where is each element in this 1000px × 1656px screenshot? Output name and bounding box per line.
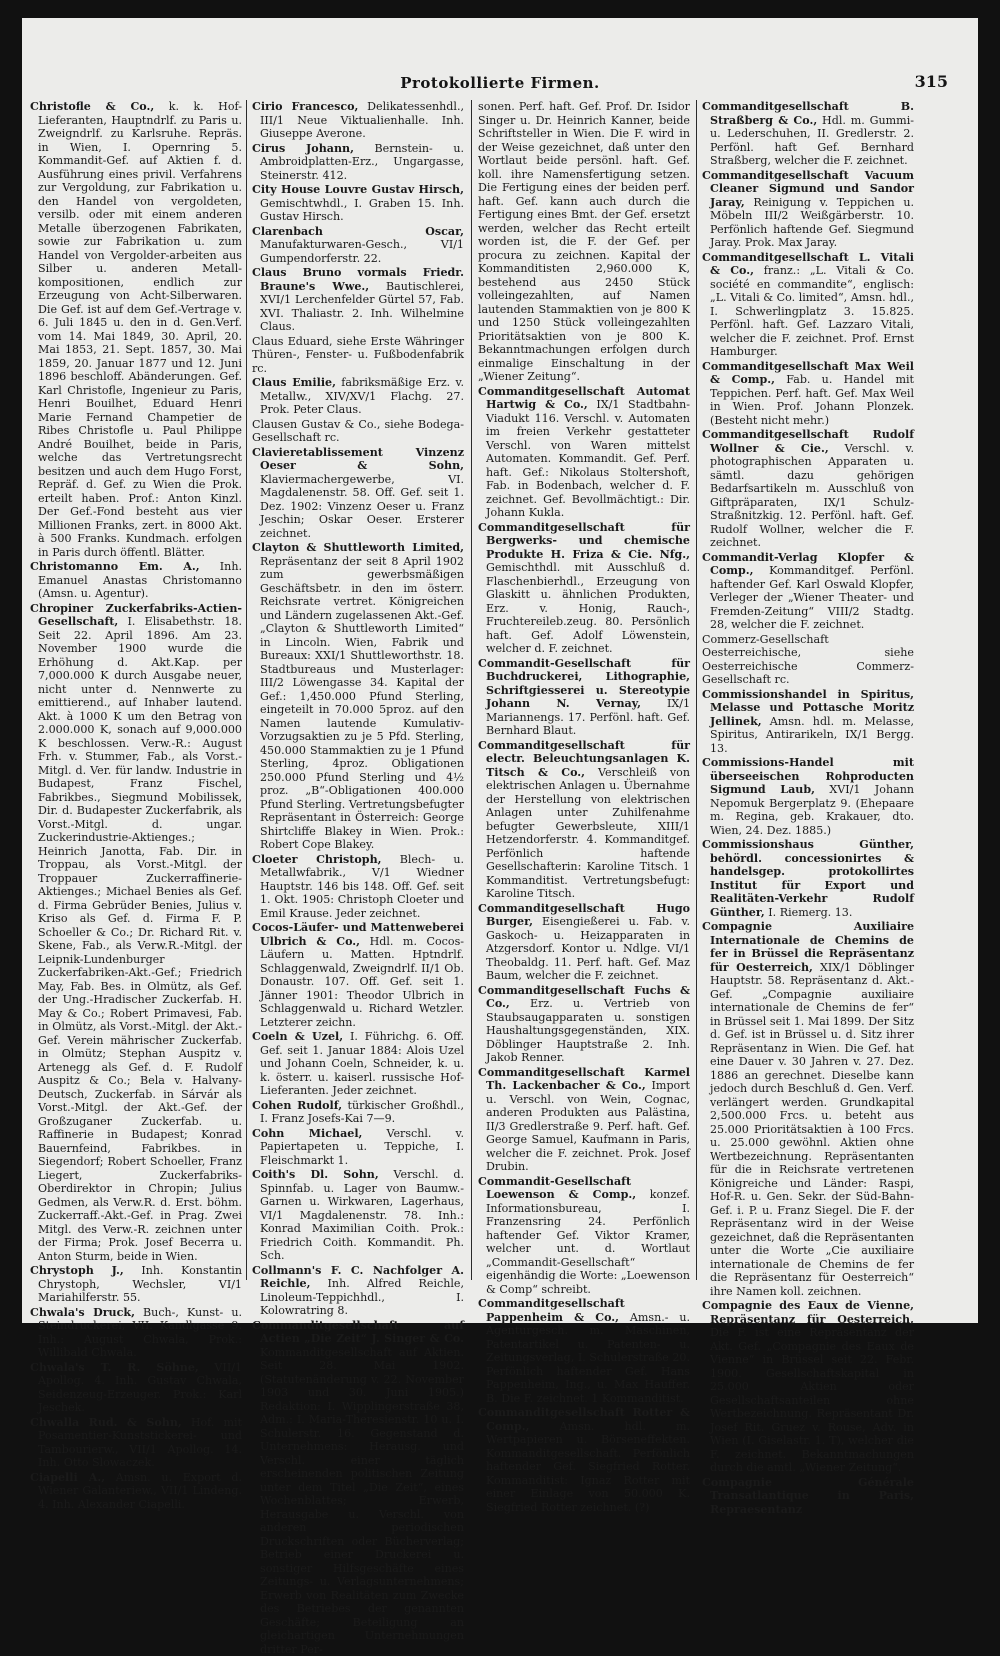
directory-entry bbox=[30, 100, 242, 559]
firm-name: Commanditgesellschaft Hugo Burger, bbox=[478, 902, 690, 929]
directory-entry bbox=[30, 1306, 242, 1360]
entry-text: Buch-, Kunst- u. Steindruckerei, VII. Kandlgasse 9. Inh.: August Chwala, Prok.: Willibald Chwala. bbox=[38, 1306, 242, 1360]
entry-text: Hdl. m. Gummi- u. Lederschuhen, II. Gredlerstr. 2. Perfönl. haft Gef. Bernhard Straßberg, welcher die F. zeichnet. bbox=[710, 114, 914, 168]
directory-entry bbox=[702, 360, 914, 428]
firm-name: Claus Bruno vormals Friedr. Braune's Wwe., bbox=[252, 266, 464, 293]
entry-text: Clausen Gustav & Co., siehe Bodega-Gesellschaft rc. bbox=[252, 418, 464, 445]
directory-entry bbox=[252, 921, 464, 1029]
entry-text: franz.: „L. Vitali & Co. société en commandite“, englisch: „L. Vitali & Co. limited“, Amsn. hdl., I. Schwerlingplatz 3. 15.825. Perfönl. haft. Gef. Lazzaro Vitali, welcher die F. zeichnet. Prof. Ernst Hamburger. bbox=[710, 264, 914, 358]
entry-text: k. k. Hof-Lieferanten, Hauptndrlf. zu Paris u. Zweigndrlf. zu Karlsruhe. Repräs. in Wien, I. Opernring 5. Kommandit-Gef. auf Aktien f. d. Ausführung eines privil. Verfahrens zur Vergoldung, zur Fabrikation u. den Handel von vergoldeten, versilb. oder mit einem anderen Metalle überzogenen Fabrikaten, sowie zur Fabrikation u. zum Handel von Vergolder-arbeiten aus Silber u. anderen Metall-kompositionen, endlich zur Erzeugung von Acht-Silberwaren. Die Gef. ist auf dem Gef.-Vertrage v. 6. Juli 1845 u. den in d. Gen.Verf. vom 14. Mai 1849, 30. April, 20. Mai 1853, 21. Sept. 1857, 30. Mai 1859, 20. Januar 1877 und 12. Juni 1896 beschloff. Abänderungen. Gef. Karl Christofle, Ingenieur zu Paris, Henri Bouilhet, Eduard Henri Marie Fernand Champetier de Ribes Christofle u. Paul Philippe André Bouilhet, beide in Paris, welche das Vertretungsrecht besitzen und auch dem Hugo Forst, Repräf. d. Gef. zu Wien die Prok. erteilt haben. Prof.: Anton Kinzl. Der Gef.-Fond besteht aus vier Millionen Franks, zert. in 8000 Akt. à 500 Franks. Kundmach. erfolgen in Paris durch öffentl. Blätter. bbox=[38, 100, 242, 559]
entry-text: türkischer Großhdl., I. Franz Josefs-Kai 7—9. bbox=[260, 1099, 464, 1126]
entry-text: Delikatessenhdl., III/1 Neue Viktualienhalle. Inh. Giuseppe Averone. bbox=[260, 100, 464, 140]
entry-text: Bautischlerei, XVI/1 Lerchenfelder Gürtel 57, Fab. XVI. Thaliastr. 2. Inh. Wilhelmine Claus. bbox=[260, 280, 464, 334]
column-2 bbox=[252, 100, 464, 1280]
directory-entry bbox=[252, 225, 464, 266]
entry-text: Verschl. v. photographischen Apparaten u. sämtl. dazu gehörigen Bedarfsartikeln m. Ausschluß von Giftpräparaten, IX/1 Schulz-Straßnitzkig. 12. Perfönl. haft. Gef. Rudolf Wollner, welcher die F. zeichnet. bbox=[710, 442, 914, 550]
entry-text: Claus Eduard, siehe Erste Währinger Thüren-, Fenster- u. Fußbodenfabrik rc. bbox=[252, 335, 464, 375]
firm-name: Commanditgesellschaft L. Vitali & Co., bbox=[702, 251, 914, 278]
firm-name: Christofle & Co., bbox=[30, 100, 154, 113]
entry-text: Amsn. hdl. m. Wertpapieren u. Börseneffekten. Kommanditgesellschaft. Perfönlich haftender Gef. Siegfried Rotter. Kommanditist: Ignaz Rotter mit einer Einlage von 50.000 K. Siegfried Rotter zeichnet. (?) bbox=[486, 1420, 690, 1514]
entry-text: IX/1 Mariannengs. 17. Perfönl. haft. Gef. Bernhard Blaut. bbox=[486, 697, 690, 737]
firm-name: Chropiner Zuckerfabriks-Actien-Gesellschaft, bbox=[30, 602, 242, 629]
directory-entry bbox=[702, 756, 914, 837]
directory-entry bbox=[252, 1127, 464, 1168]
column-4 bbox=[702, 100, 914, 1280]
firm-name: Cocos-Läufer- und Mattenweberei Ulbrich & Co., bbox=[252, 921, 464, 948]
entry-text: Inh. Emanuel Anastas Christomanno (Amsn. u. Agentur). bbox=[38, 560, 242, 600]
entry-text: Kommanditgef. Perfönl. haftender Gef. Karl Oswald Klopfer, Verleger der „Wiener Theater- und Fremden-Zeitung“ VIII/2 Stadtg. 28, welcher die F. zeichnet. bbox=[710, 564, 914, 631]
firm-name: Commissions-Handel mit überseeischen Rohproducten Sigmund Laub, bbox=[702, 756, 914, 796]
directory-entry bbox=[252, 1264, 464, 1318]
directory-entry bbox=[252, 1168, 464, 1263]
entry-text: Hof. mit Posamentier-Kunststickerei- und Tambourierw., VII/1 Apollog. 14. Inh. Otto Slowaczek. bbox=[38, 1416, 242, 1470]
entry-text: Amsn. u. Export d. Wiener Galanteriew., VII/1 Lindeng. 4. Inh. Alexander Ciapelli. bbox=[38, 1471, 242, 1511]
directory-entry bbox=[30, 1361, 242, 1415]
directory-entry bbox=[252, 1030, 464, 1098]
directory-entry bbox=[30, 1264, 242, 1305]
entry-text: Die F. ist eine Repräsentanz der Akt. Gef. „Compagnie des Eaux de Vienne“ in Brüssel seit 22. Febr. 1900. Gesellschaftskapital in 25.000 Aktien oder Gesellschaftsanteilen ohne Wertbezeichnung. Repräsentant Dr. Josef Rit. Gruez v. Rouse, Adv. in Wien (I. Giselastr. 1. T), welcher die F. zeichnet. Bekanntmachungen durch die amtl. „Wiener Zeitung“. bbox=[710, 1326, 914, 1474]
entry-text: XIX/1 Döblinger Hauptstr. 58. Repräsentanz d. Akt.-Gef. „Compagnie auxiliaire internationale de Chemins de fer“ in Brüssel seit 1. Mai 1899. Der Sitz d. Gef. ist in Brüssel u. d. Sitz ihrer Repräsentanz in Wien. Die Gef. hat eine Dauer v. 30 Jahren v. 27. Dez. 1886 an gerechnet. Dieselbe kann jedoch durch Beschluß d. Gen. Verf. verlängert werden. Grundkapital 2,500.000 Frcs. u. beteht aus 25.000 Prioritätsaktien à 100 Frcs. u. 25.000 gewöhnl. Aktien ohne Wertbezeichnung. Repräsentanten für die in Reichsrate vertretenen Königreiche und Länder: Raspi, Hof-R. u. Gen. Sekr. der Süd-Bahn-Gef. i. P. u. Franz Siegel. Die F. der Repräsentanz wird in der Weise gezeichnet, daß die Repräsentanten unter die Worte „Cie auxiliaire internationale de Chemins de fer die Repräsentanz für Oesterreich“ ihre Namen koll. zeichnen. bbox=[710, 961, 914, 1298]
directory-columns bbox=[30, 100, 926, 1280]
directory-entry bbox=[252, 335, 464, 376]
entry-text: IX/1 Stadtbahn-Viadukt 116. Verschl. v. Automaten im freien Verkehr gestatteter Verschl. von Waren mittelst Automaten. Kommandit. Gef. Perf. haft. Gef.: Nikolaus Stoltershoft, Fab. in Bodenbach, welcher d. F. zeichnet. Gef. Bevollmächtigt.: Dir. Johann Kukla. bbox=[486, 398, 690, 519]
firm-name: City House Louvre Gustav Hirsch, bbox=[252, 183, 464, 196]
firm-name: Cohen Rudolf, bbox=[252, 1099, 342, 1112]
directory-entry bbox=[30, 1416, 242, 1470]
firm-name: Chwalla Rud. & Sohn, bbox=[30, 1416, 182, 1429]
firm-name: Commanditgesellschaft Rotter & Comp., bbox=[478, 1406, 690, 1433]
column-rule bbox=[696, 100, 697, 1280]
directory-entry bbox=[30, 560, 242, 601]
directory-entry bbox=[252, 100, 464, 141]
firm-name: Commanditgesellschaft Max Weil & Comp., bbox=[702, 360, 914, 387]
directory-entry bbox=[702, 633, 914, 687]
entry-text: Erz. u. Vertrieb von Staubsaugapparaten u. sonstigen Haushaltungsgegenständen, XIX. Döblinger Hauptstraße 2. Inh. Jakob Renner. bbox=[486, 997, 690, 1064]
firm-name: Cirus Johann, bbox=[252, 142, 354, 155]
firm-name: Compagnie des Eaux de Vienne, Repräsentanz für Oesterreich, bbox=[702, 1299, 914, 1326]
entry-text: fabriksmäßige Erz. v. Metallw., XIV/XV/1 Flachg. 27. Prok. Peter Claus. bbox=[260, 376, 464, 416]
firm-name: Commanditgesellschaft Vacuum Cleaner Sigmund und Sandor Jaray, bbox=[702, 169, 914, 209]
directory-entry bbox=[30, 1471, 242, 1512]
directory-entry bbox=[702, 1476, 914, 1517]
directory-page bbox=[22, 18, 978, 1323]
entry-text: VII/1 Apollog. 4. Inh. Gustav Chwala, Seidenzeug-Erzeuger. Prok.: Karl Jeschek. bbox=[38, 1361, 242, 1415]
directory-entry bbox=[478, 385, 690, 520]
firm-name: Commandit-Gesellschaft für Buchdruckerei, Lithographie, Schriftgiesserei u. Stereotypie Johann N. Vernay, bbox=[478, 657, 690, 711]
firm-name: Commanditgesellschaft Automat Hartwig & Co., bbox=[478, 385, 690, 412]
firm-name: Commandit-Gesellschaft Loewenson & Comp., bbox=[478, 1175, 636, 1202]
directory-entry bbox=[30, 602, 242, 1264]
firm-name: Compagnie Générale Transatlantique in Paris, Repraesentanz bbox=[702, 1476, 914, 1516]
entry-text: konzef. Informationsbureau, I. Franzensring 24. Perfönlich haftender Gef. Viktor Kramer, welcher unt. d. Wortlaut „Commandit-Gesellschaft“ eigenhändig die Worte: „Loewenson & Comp“ schreibt. bbox=[486, 1188, 690, 1296]
firm-name: Commanditgesellschaft auf Actien „Die Zeit“ J. Singer & Co. bbox=[252, 1319, 464, 1346]
directory-entry bbox=[252, 1099, 464, 1126]
firm-name: Compagnie Auxiliaire Internationale de Chemins de fer in Brüssel die Repräsentanz für Oesterreich, bbox=[702, 920, 914, 974]
directory-entry bbox=[478, 739, 690, 901]
directory-entry bbox=[252, 376, 464, 417]
directory-entry bbox=[702, 838, 914, 919]
directory-entry bbox=[702, 251, 914, 359]
firm-name: Commanditgesellschaft Pappenheim & Co., bbox=[478, 1297, 625, 1324]
firm-name: Collmann's F. C. Nachfolger A. Reichle, bbox=[252, 1264, 464, 1291]
firm-name: Christomanno Em. A., bbox=[30, 560, 200, 573]
firm-name: Clavieretablissement Vinzenz Oeser & Sohn, bbox=[252, 446, 464, 473]
directory-entry bbox=[478, 984, 690, 1065]
column-rule bbox=[246, 100, 247, 1280]
entry-text: Verschl. v. Papiertapeten u. Teppiche, I. Fleischmarkt 1. bbox=[260, 1127, 464, 1167]
column-1 bbox=[30, 100, 242, 1280]
directory-entry bbox=[702, 551, 914, 632]
column-rule bbox=[471, 100, 472, 1280]
entry-text: Reinigung v. Teppichen u. Möbeln III/2 Weißgärberstr. 10. Perfönlich haftende Gef. Siegmund Jaray. Prok. Max Jaray. bbox=[710, 196, 914, 250]
entry-text: Verschl. d. Spinnfab. u. Lager von Baumw.-Garnen u. Wirkwaren, Lagerhaus, VI/1 Magdalenenstr. 78. Inh.: Konrad Maximilian Coith. Prok.: Friedrich Coith. Kommandit. Ph. Sch. bbox=[260, 1168, 464, 1262]
directory-entry bbox=[702, 920, 914, 1298]
firm-name: Coith's Dl. Sohn, bbox=[252, 1168, 379, 1181]
entry-text: Amsn.- u. Agenturgesch. m. Maschinen, Patentartikel u. Patenten- u. Zeitungsverlag, I. Schulerstraße 20. Perfönlich haftender Gef. Hans Pappenheim, Ing., u. Max Hauffer. B. Die F. zeichnet. 1 Kommanditist. bbox=[486, 1311, 690, 1405]
entry-text: Verschleiß von elektrischen Anlagen u. Übernahme der Herstellung von elektrischen Anlagen unter Zuhilfenahme befugter Gewerbsleute, XIII/1 Hetzendorferstr. 4. Kommanditgef. Perfönlich haftende Gesellschafterin: Karoline Titsch. 1 Kommanditist. Vertretungsbefugt: Karoline Titsch. bbox=[486, 766, 690, 901]
firm-name: Commanditgesellschaft B. Straßberg & Co., bbox=[702, 100, 914, 127]
firm-name: Clarenbach Oscar, bbox=[252, 225, 464, 238]
entry-text: Commerz-Gesellschaft Oesterreichische, siehe Oesterreichische Commerz-Gesellschaft rc. bbox=[702, 633, 914, 687]
firm-name: Commissionshandel in Spiritus, Melasse und Pottasche Moritz Jellinek, bbox=[702, 688, 914, 728]
directory-entry bbox=[252, 142, 464, 183]
column-3 bbox=[478, 100, 690, 1280]
entry-text: Kommanditgesellschaft auf Aktien. Seit 28. Mai 1902. (Statutenänderung v. 22. November 1903 und 30. Juni 1905.) Redaktion: I. Wipplingerstraße 38, Adm.: I. Maria-Theresienstr. 10 u. I. Schulerstr. 16. Gegenstand d. Unternehmens: Herausg. und Verschl. einer täglich erscheinenden politischen Zeitung unter dem Titel „Die Zeit“, eines Wochenblattes; Erwerb, Herausgabe u. Verschl. von anderen periodischen Druckschriften oder Bücherverlag; Betrieb einer Druckerei u. sonstiger Hilfsgeschäfte eines Zeitungs- u. Verlagsunternehmens; Erwerb von Realitäten zum Zwecke des Betriebes der genannten Geschäfte; Beteiligung an gleichartigen Unternehmungen dritter Per- bbox=[260, 1346, 464, 1656]
directory-entry bbox=[478, 100, 690, 384]
entry-text: Hdl. m. Cocos-Läufern u. Matten. Hptndrlf. Schlaggenwald, Zweigndrlf. II/1 Ob. Donaustr. 107. Off. Gef. seit 1. Jänner 1901: Theodor Ulbrich in Schlaggenwald u. Richard Wetzler. Letzterer zeichn. bbox=[260, 935, 464, 1029]
firm-name: Chwala's Druck, bbox=[30, 1306, 135, 1319]
directory-entry bbox=[252, 853, 464, 921]
firm-name: Commanditgesellschaft Rudolf Wollner & Cie., bbox=[702, 428, 914, 455]
directory-entry bbox=[702, 1299, 914, 1475]
firm-name: Chrystoph J., bbox=[30, 1264, 124, 1277]
directory-entry bbox=[478, 1297, 690, 1405]
entry-text: Gemischtwhdl., I. Graben 15. Inh. Gustav Hirsch. bbox=[260, 197, 464, 224]
directory-entry bbox=[478, 902, 690, 983]
directory-entry bbox=[252, 446, 464, 541]
entry-text: Amsn. hdl. m. Melasse, Spiritus, Antirarikeln, IX/1 Bergg. 13. bbox=[710, 715, 914, 755]
firm-name: Commissionshaus Günther, behördl. concessionirtes & handelsgер. protokollirtes Institut für Export und Realitäten-Verkehr Rudolf Günther, bbox=[702, 838, 914, 919]
directory-entry bbox=[702, 100, 914, 168]
entry-text: I. Riemerg. 13. bbox=[768, 906, 852, 919]
page-title: Protokollierte Firmen. bbox=[22, 74, 978, 92]
entry-text: Manufakturwaren-Gesch., VI/1 Gumpendorferstr. 22. bbox=[260, 238, 464, 265]
directory-entry bbox=[478, 521, 690, 656]
entry-text: Inh. Konstantin Chrystoph, Wechsler, VI/1 Mariahilferstr. 55. bbox=[38, 1264, 242, 1304]
entry-text: Blech- u. Metallwfabrik., V/1 Wiedner Hauptstr. 146 bis 148. Off. Gef. seit 1. Okt. 1905: Christoph Cloeter und Emil Krause. Jeder zeichnet. bbox=[260, 853, 464, 920]
firm-name: Commandit-Verlag Klopfer & Comp., bbox=[702, 551, 914, 578]
firm-name: Cirio Francesco, bbox=[252, 100, 358, 113]
directory-entry bbox=[252, 418, 464, 445]
firm-name: Clayton & Shuttleworth Limited, bbox=[252, 541, 464, 554]
firm-name: Cloeter Christoph, bbox=[252, 853, 382, 866]
entry-text: Repräsentanz der seit 8 April 1902 zum gewerbsmäßigen Geschäftsbetr. in den im österr. Reichsrate vertret. Königreichen und Ländern zugelassenen Akt.-Gef. „Clayton & Shuttleworth Limited“ in Lincoln. Wien, Fabrik und Bureaux: XXI/1 Shuttleworthstr. 18. Stadtbureaus und Musterlager: III/2 Löwengasse 34. Kapital der Gef.: 1,450.000 Pfund Sterling, eingeteilt in 70.000 5proz. auf den Namen lautende Kumulativ-Vorzugsaktien zu je 5 Pfd. Sterling, 450.000 Stammaktien zu je 1 Pfund Sterling, 4proz. Obligationen 250.000 Pfund Sterling und 4½ proz. „B“-Obligationen 400.000 Pfund Sterling. Vertretungsbefugter Repräsentant in Österreich: George Shirtcliffe Blakey in Wien. Prok.: Robert Cope Blakey. bbox=[260, 555, 464, 852]
directory-entry bbox=[702, 688, 914, 756]
entry-text: I. Führichg. 6. Off. Gef. seit 1. Januar 1884: Alois Uzel und Johann Coeln, Schneider, k. u. k. österr. u. kaiserl. russische Hof-Lieferanten. Jeder zeichnet. bbox=[260, 1030, 464, 1097]
directory-entry bbox=[252, 1319, 464, 1656]
directory-entry bbox=[478, 1175, 690, 1297]
entry-text: Fab. u. Handel mit Teppichen. Perf. haft. Gef. Max Weil in Wien. Prof. Johann Plonzek. (Besteht nicht mehr.) bbox=[710, 373, 914, 427]
firm-name: Commanditgesellschaft für Bergwerks- und chemische Produkte H. Friza & Cie. Nfg., bbox=[478, 521, 690, 561]
firm-name: Commanditgesellschaft Karmel Th. Lackenbacher & Co., bbox=[478, 1066, 690, 1093]
entry-text: Import u. Verschl. von Wein, Cognac, anderen Produkten aus Palästina, II/3 Gredlerstraße 9. Perf. haft. Gef. George Samuel, Kaufmann in Paris, welcher die F. zeichnet. Prok. Josef Drubin. bbox=[486, 1079, 690, 1173]
entry-text: sonen. Perf. haft. Gef. Prof. Dr. Isidor Singer u. Dr. Heinrich Kanner, beide Schriftsteller in Wien. Die F. wird in der Weise gezeichnet, daß unter den Wortlaut beide persönl. haft. Gef. koll. ihre Namensfertigung setzen. Die Fertigung eines der beiden perf. haft. Gef. kann auch durch die Fertigung eines Bmt. der Gef. ersetzt werden, welcher das Recht erteilt worden ist, die F. der Gef. per procura zu zeichnen. Kapital der Kommanditisten 2,960.000 K, bestehend aus 2450 Stück volleingezahlten, auf Namen lautenden Stammaktien von je 800 K und 1250 Stück volleingezahlten Prioritätsaktien von je 800 K. Bekanntmachungen erfolgen durch einmalige Einschaltung in der „Wiener Zeitung“. bbox=[478, 100, 690, 383]
directory-entry bbox=[252, 541, 464, 852]
firm-name: Chwala's T. R. Söhne, bbox=[30, 1361, 199, 1374]
entry-text: Inh. Alfred Reichle, Linoleum-Teppichhdl., I. Kolowratring 8. bbox=[260, 1277, 464, 1317]
directory-entry bbox=[252, 266, 464, 334]
entry-text: Klaviermachergewerbe, VI. Magdalenenstr. 58. Off. Gef. seit 1. Dez. 1902: Vinzenz Oeser u. Franz Jeschin; Oskar Oeser. Ersterer zeichnet. bbox=[260, 473, 464, 540]
directory-entry bbox=[478, 657, 690, 738]
directory-entry bbox=[702, 428, 914, 550]
entry-text: Eisengießerei u. Fab. v. Gaskoch- u. Heizapparaten in Atzgersdorf. Kontor u. Ndlge. VI/1 Theobaldg. 11. Perf. haft. Gef. Maz Baum, welcher die F. zeichnet. bbox=[486, 915, 690, 982]
entry-text: Bernstein- u. Ambroidplatten-Erz., Ungargasse, Steinerstr. 412. bbox=[260, 142, 464, 182]
page-number: 315 bbox=[915, 72, 948, 91]
firm-name: Ciapelli A., bbox=[30, 1471, 105, 1484]
directory-entry bbox=[252, 183, 464, 224]
firm-name: Coeln & Uzel, bbox=[252, 1030, 343, 1043]
firm-name: Cohn Michael, bbox=[252, 1127, 362, 1140]
page-header bbox=[22, 70, 978, 104]
directory-entry bbox=[478, 1066, 690, 1174]
directory-entry bbox=[702, 169, 914, 250]
firm-name: Claus Emilie, bbox=[252, 376, 336, 389]
firm-name: Commanditgesellschaft Fuchs & Co., bbox=[478, 984, 690, 1011]
entry-text: I. Elisabethstr. 18. Seit 22. April 1896. Am 23. November 1900 wurde die Erhöhung d. Akt.Kap. per 7,000.000 K durch Ausgabe neuer, nicht unter d. Nennwerte zu emittierend., auf Inhaber lautend. Akt. à 1000 K um den Betrag von 2.000.000 K, sonach auf 9,000.000 K beschlossen. Verw.-R.: August Frh. v. Stummer, Fab., als Vorst.-Mitgl. d. Ver. für landw. Industrie in Budapest, Franz Fischel, Fabrikbes., Siegmund Mobilissek, Dir. d. Budapester Zuckerfabrik, als Vorst.-Mitgl. d. ungar. Zuckerindustrie-Aktienges.; Heinrich Janotta, Fab. Dir. in Troppau, als Vorst.-Mitgl. der Troppauer Zuckerraffinerie-Aktienges.; Michael Benies als Gef. d. Firma Gebrüder Benies, Julius v. Kriso als Gef. d. Firma F. P. Schoeller & Co.; Dr. Richard Rit. v. Skene, Fab., als Verw.R.-Mitgl. der Leipnik-Lundenburger Zuckerfabriken-Akt.-Gef.; Friedrich May, Fab. Bes. in Olmütz, als Gef. der Ung.-Hradischer Zuckerfab. H. May & Co.; Robert Primavesi, Fab. in Olmütz, als Vorst.-Mitgl. der Akt.-Gef. Verein mährischer Zuckerfab. in Olmütz; Stephan Auspitz v. Artenegg als Gef. d. F. Rudolf Auspitz & Co.; Bela v. Halvany-Deutsch, Zuckerfab. in Sárvár als Vorst.-Mitgl. der Akt.-Gef. der Großzuganer Zuckerfab. u. Raffinerie in Budapest; Konrad Bauernfeind, Fabrikbes. in Siegendorf; Robert Schoeller, Franz Liegert, Zuckerfabriks-Oberdirektor in Chropin; Julius Gedmen, als Verw.R. d. Erst. böhm. Zuckerraff.-Akt.-Gef. in Prag. Zwei Mitgl. des Verw.-R. zeichnen unter der Firma; Prok. Josef Becerra u. Anton Sturm, beide in Wien. bbox=[38, 615, 242, 1263]
firm-name: Commanditgesellschaft für electr. Beleuchtungsanlagen K. Titsch & Co., bbox=[478, 739, 690, 779]
entry-text: XVI/1 Johann Nepomuk Bergerplatz 9. (Ehepaare m. Regina, geb. Krakauer, dto. Wien, 24. Dez. 1885.) bbox=[710, 783, 914, 837]
directory-entry bbox=[478, 1406, 690, 1514]
entry-text: Gemischthdl. mit Ausschluß d. Flaschenbierhdl., Erzeugung von Glaskitt u. ähnlichen Produkten, Erz. v. Honig, Rauch-, Fruchtereileb.zeug. 80. Persönlich haft. Gef. Adolf Löwenstein, welcher d. F. zeichnet. bbox=[486, 561, 690, 655]
